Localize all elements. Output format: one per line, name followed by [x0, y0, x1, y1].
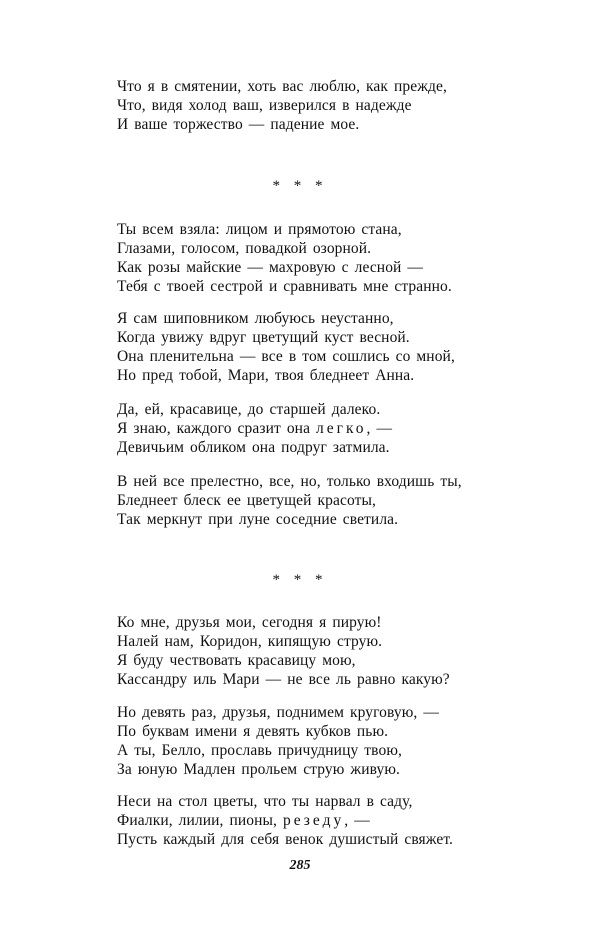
poem3-stanza-3: [117, 792, 497, 849]
emphasized-word: легко: [316, 420, 367, 437]
poem-line-text: Я знаю, каждого сразит она: [117, 420, 317, 437]
poem-line: Но девять раз, друзья, поднимем круговую, —: [117, 704, 439, 721]
poem-line: А ты, Белло, прославь причудницу твою,: [117, 742, 402, 759]
poem-line: Когда увижу вдруг цветущий куст весной.: [117, 329, 410, 346]
poem-line: За юную Мадлен прольем струю живую.: [117, 761, 400, 778]
poem-line-tail: , —: [366, 420, 393, 437]
poem-line: Налей нам, Коридон, кипящую струю.: [117, 633, 383, 650]
poem-line: Я буду чествовать красавицу мою,: [117, 652, 356, 669]
poem-line: Неси на стол цветы, что ты нарвал в саду,: [117, 793, 413, 810]
poem3-stanza-2: [117, 703, 497, 779]
poem-line: Но пред тобой, Мари, твоя бледнеет Анна.: [117, 367, 415, 384]
poem-line: Бледнеет блеск ее цветущей красоты,: [117, 492, 376, 509]
poem-line: Пусть каждый для себя венок душистый свяжет.: [117, 831, 454, 848]
poem-line: [117, 811, 497, 830]
poem-line-text: Фиалки, лилии, пионы,: [117, 812, 283, 829]
poem-line: Я сам шиповником любуюсь неустанно,: [117, 310, 394, 327]
poem-line: Кассандру иль Мари — не все ль равно какую?: [117, 671, 450, 688]
poem2-stanza-4: [117, 472, 497, 529]
poem-line: Глазами, голосом, повадкой озорной.: [117, 240, 372, 257]
poem-line: Что, видя холод ваш, изверился в надежде: [117, 97, 412, 114]
poem-line: Так меркнут при луне соседние светила.: [117, 511, 399, 528]
poem-line: Ты всем взяла: лицом и прямотою стана,: [117, 221, 402, 238]
page-number: 285: [289, 858, 311, 873]
poem-line: Да, ей, красавице, до старшей далеко.: [117, 401, 381, 418]
section-separator: * * *: [272, 178, 328, 194]
poem-line: Тебя с твоей сестрой и сравнивать мне странно.: [117, 278, 452, 295]
poem-line: И ваше торжество — падение мое.: [117, 116, 360, 133]
poem2-stanza-2: [117, 309, 497, 385]
poem-line-tail: , —: [344, 812, 370, 829]
section-separator: * * *: [272, 572, 328, 588]
poem1-stanza: [117, 77, 497, 134]
poem2-stanza-1: [117, 220, 497, 296]
poem2-stanza-3: [117, 400, 497, 457]
poem-line: [117, 419, 497, 438]
poem-line: Ко мне, друзья мои, сегодня я пирую!: [117, 614, 382, 631]
poem-line: Как розы майские — махровую с лесной —: [117, 259, 424, 276]
poem-line: По буквам имени я девять кубков пью.: [117, 723, 389, 740]
poem-line: Девичьим обликом она подруг затмила.: [117, 439, 390, 456]
poem3-stanza-1: [117, 613, 497, 689]
poem-line: В ней все прелестно, все, но, только входишь ты,: [117, 473, 462, 490]
poem-line: Что я в смятении, хоть вас люблю, как прежде,: [117, 78, 447, 95]
emphasized-word: резеду: [282, 812, 345, 829]
poem-line: Она пленительна — все в том сошлись со мной,: [117, 348, 455, 365]
